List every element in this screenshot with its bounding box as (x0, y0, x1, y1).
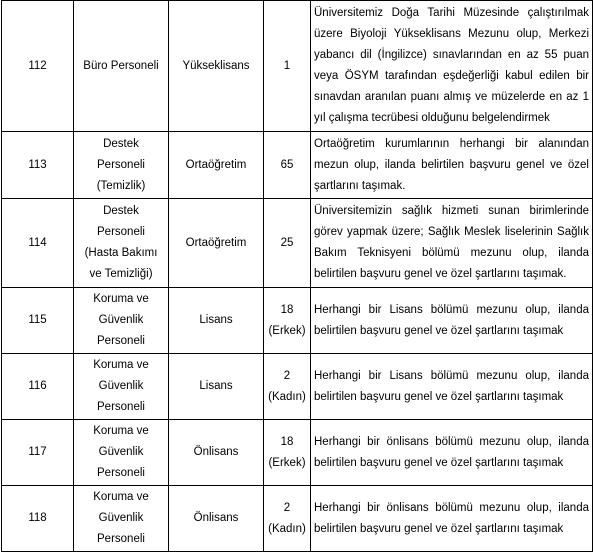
unit-title: Koruma ve Güvenlik Personeli (74, 354, 169, 420)
quantity: 65 (264, 132, 311, 199)
education-level: Önlisans (169, 420, 264, 486)
unit-title: Koruma ve Güvenlik Personeli (74, 288, 169, 354)
requirements: Üniversitemizin sağlık hizmeti sunan birimlerinde görev yapmak üzere; Sağlık Meslek liselerinin Sağlık Bakım Teknisyeni bölümü mezunu olup, ilanda belirtilen başvuru genel ve özel şartlarını taşımak. (311, 199, 593, 288)
position-number: 113 (2, 132, 74, 199)
table-row (2, 199, 593, 288)
table-row (2, 1, 593, 132)
position-number: 114 (2, 199, 74, 288)
requirements: Ortaöğretim kurumlarının herhangi bir alanından mezun olup, ilanda belirtilen başvuru genel ve özel şartlarını taşımak. (311, 132, 593, 199)
education-level: Önlisans (169, 486, 264, 552)
position-number: 115 (2, 288, 74, 354)
requirements: Herhangi bir önlisans bölümü mezunu olup, ilanda belirtilen başvuru genel ve özel şartlarını taşımak (311, 486, 593, 552)
education-level: Yükseklisans (169, 1, 264, 132)
unit-title: Büro Personeli (74, 1, 169, 132)
quantity: 25 (264, 199, 311, 288)
unit-title: Destek Personeli (Temizlik) (74, 132, 169, 199)
position-number: 112 (2, 1, 74, 132)
table-row (2, 486, 593, 552)
requirements: Herhangi bir Lisans bölümü mezunu olup, ilanda belirtilen başvuru genel ve özel şartlarını taşımak (311, 354, 593, 420)
quantity: 2 (Kadın) (264, 354, 311, 420)
requirements: Herhangi bir Lisans bölümü mezunu olup, ilanda belirtilen başvuru genel ve özel şartlarını taşımak (311, 288, 593, 354)
position-number: 118 (2, 486, 74, 552)
quantity: 18 (Erkek) (264, 288, 311, 354)
unit-title: Destek Personeli (Hasta Bakımı ve Temizliği) (74, 199, 169, 288)
requirements: Üniversitemiz Doğa Tarihi Müzesinde çalıştırılmak üzere Biyoloji Yükseklisans Mezunu olup, Merkezi yabancı dil (İngilizce) sınavlarından en az 55 puan veya ÖSYM tarafından eşdeğerliği kabul edilen bir sınavdan aranılan puanı almış ve müzelerde en az 1 yıl çalışma tecrübesi olduğunu belgelendirmek (311, 1, 593, 132)
requirements: Herhangi bir önlisans bölümü mezunu olup, ilanda belirtilen başvuru genel ve özel şartlarını taşımak (311, 420, 593, 486)
unit-title: Koruma ve Güvenlik Personeli (74, 486, 169, 552)
education-level: Lisans (169, 354, 264, 420)
table-row (2, 354, 593, 420)
table-row (2, 288, 593, 354)
education-level: Ortaöğretim (169, 132, 264, 199)
table-row (2, 420, 593, 486)
education-level: Lisans (169, 288, 264, 354)
quantity: 18 (Erkek) (264, 420, 311, 486)
table-row (2, 132, 593, 199)
quantity: 2 (Kadın) (264, 486, 311, 552)
positions-table (1, 0, 593, 552)
quantity: 1 (264, 1, 311, 132)
education-level: Ortaöğretim (169, 199, 264, 288)
position-number: 116 (2, 354, 74, 420)
unit-title: Koruma ve Güvenlik Personeli (74, 420, 169, 486)
position-number: 117 (2, 420, 74, 486)
